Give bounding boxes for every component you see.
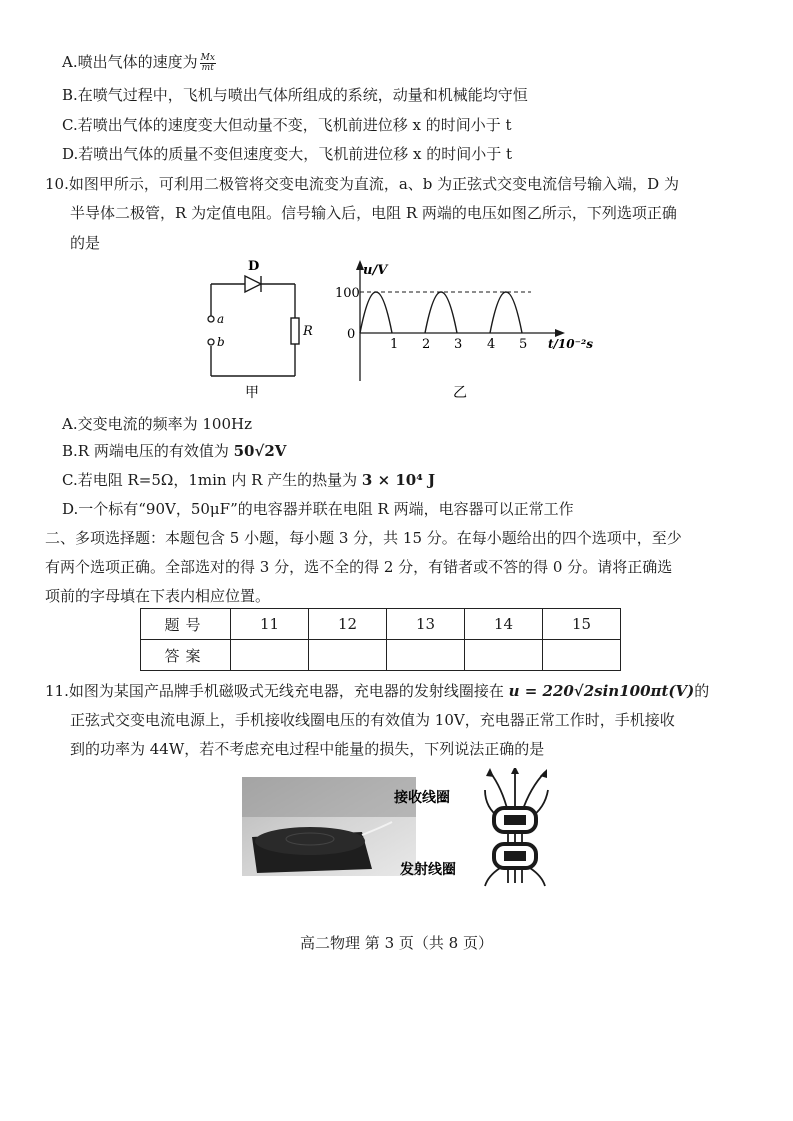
q11-stem-line1 <box>45 681 709 701</box>
question-number-11: 11 <box>231 609 309 640</box>
x-tick-3: 3 <box>454 337 463 352</box>
circuit-diagram <box>195 256 315 401</box>
half-wave-2 <box>425 292 457 333</box>
graph-caption: 乙 <box>453 385 467 401</box>
diode-symbol <box>245 276 261 292</box>
x-tick-2: 2 <box>422 337 431 352</box>
q10-option-b-math: 50√2V <box>233 442 287 460</box>
coil-diagram <box>390 768 590 888</box>
question-number-15: 15 <box>543 609 621 640</box>
q10-option-c <box>62 470 435 490</box>
y-tick-100: 100 <box>335 286 360 301</box>
q9-option-c: C.若喷出气体的速度变大但动量不变，飞机前进位移 x 的时间小于 t <box>62 116 512 134</box>
question-number-12: 12 <box>309 609 387 640</box>
answer-cell-13[interactable] <box>387 640 465 671</box>
answer-cell-15[interactable] <box>543 640 621 671</box>
terminal-b-label: b <box>217 335 225 349</box>
question-number-14: 14 <box>465 609 543 640</box>
answer-cell-14[interactable] <box>465 640 543 671</box>
terminal-a-dot <box>208 316 214 322</box>
q9-option-b: B.在喷气过程中，飞机与喷出气体所组成的系统，动量和机械能均守恒 <box>62 86 528 104</box>
x-axis-arrow <box>555 329 565 337</box>
section2-line2: 有两个选项正确。全部选对的得 3 分，选不全的得 2 分，有错者或不答的得 0 分。请将正确选 <box>45 558 673 576</box>
answer-table-answer-row <box>141 640 621 671</box>
receive-coil-label: 接收线圈 <box>394 790 450 806</box>
q10-option-a: A.交变电流的频率为 100Hz <box>62 415 252 433</box>
q10-stem-line1: 10.如图甲所示，可利用二极管将交变电流变为直流，a、b 为正弦式交变电流信号输入端，D 为 <box>45 175 679 193</box>
transmit-coil-label: 发射线圈 <box>400 862 456 878</box>
q9-option-a <box>62 52 216 73</box>
x-tick-4: 4 <box>487 337 496 352</box>
charger-pad <box>255 827 365 855</box>
question-number-13: 13 <box>387 609 465 640</box>
terminal-b-dot <box>208 339 214 345</box>
page-footer: 高二物理 第 3 页（共 8 页） <box>300 934 493 952</box>
x-tick-5: 5 <box>519 337 528 352</box>
section2-line1: 二、多项选择题：本题包含 5 小题，每小题 3 分，共 15 分。在每小题给出的四个选项中，至少 <box>45 529 682 547</box>
q11-stem-line1-suffix: 的 <box>694 682 710 700</box>
q11-voltage-formula: u = 220√2sin100πt(V) <box>508 682 695 700</box>
q10-option-b <box>62 441 286 461</box>
y-axis-label: u/V <box>363 263 388 278</box>
q10-option-c-text: C.若电阻 R=5Ω，1min 内 R 产生的热量为 <box>62 471 362 489</box>
answer-label: 答案 <box>141 640 231 671</box>
q10-stem-line3: 的是 <box>70 234 101 252</box>
answer-cell-12[interactable] <box>309 640 387 671</box>
q9-option-d: D.若喷出气体的质量不变但速度变大，飞机前进位移 x 的时间小于 t <box>62 145 513 163</box>
q10-option-d: D.一个标有“90V，50μF”的电容器并联在电阻 R 两端，电容器可以正常工作 <box>62 500 574 518</box>
resistor-label: R <box>303 324 313 339</box>
terminal-a-label: a <box>217 312 225 326</box>
x-axis-label: t/10⁻²s <box>548 337 593 351</box>
q11-stem-line3: 到的功率为 44W，若不考虑充电过程中能量的损失，下列说法正确的是 <box>70 740 545 758</box>
circuit-caption: 甲 <box>245 385 259 401</box>
fraction-mx-over-mt: $\frac{Mx}{mt}$ <box>200 52 215 73</box>
q10-stem-line2: 半导体二极管，R 为定值电阻。信号输入后，电阻 R 两端的电压如图乙所示，下列选项正确 <box>70 204 677 222</box>
answer-cell-11[interactable] <box>231 640 309 671</box>
answer-table <box>140 608 621 671</box>
diode-label: D <box>248 259 260 274</box>
voltage-graph <box>335 256 595 401</box>
half-wave-3 <box>490 292 522 333</box>
q11-stem-line1-text: 11.如图为某国产品牌手机磁吸式无线充电器，充电器的发射线圈接在 <box>45 682 509 700</box>
q10-option-c-math: 3 × 10⁴ J <box>361 471 436 489</box>
half-wave-1 <box>360 292 392 333</box>
answer-table-header-row <box>141 609 621 640</box>
q9-option-a-text: A.喷出气体的速度为 <box>62 53 198 71</box>
section2-line3: 项前的字母填在下表内相应位置。 <box>45 587 271 605</box>
q10-option-b-text: B.R 两端电压的有效值为 <box>62 442 234 460</box>
question-number-label: 题号 <box>141 609 231 640</box>
origin-label: 0 <box>347 327 356 342</box>
x-tick-1: 1 <box>390 337 399 352</box>
q11-stem-line2: 正弦式交变电流电源上，手机接收线圈电压的有效值为 10V，充电器正常工作时，手机接收 <box>70 711 675 729</box>
